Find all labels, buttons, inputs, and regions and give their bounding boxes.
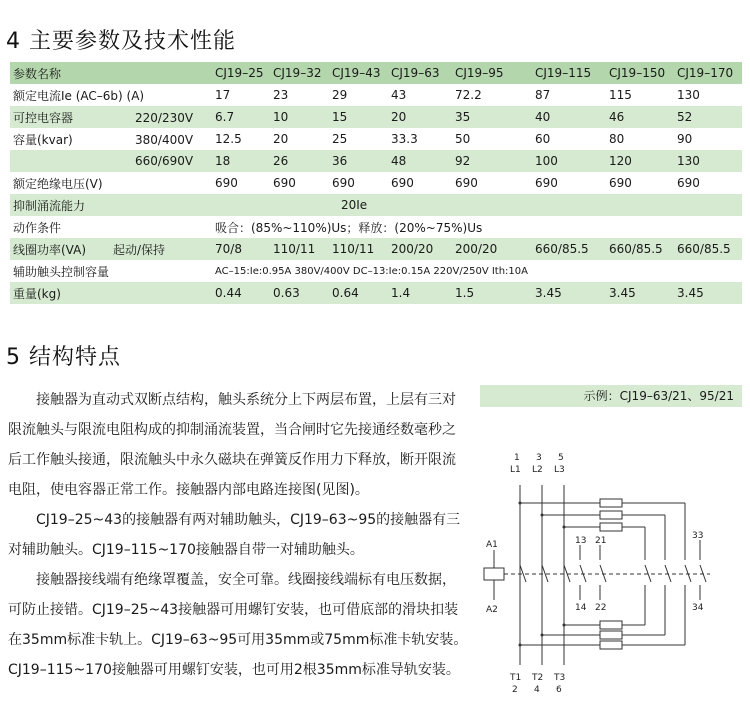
cell: 0.44	[212, 282, 270, 304]
cell	[212, 260, 742, 282]
terminal-label: 1	[514, 453, 520, 463]
header-cell: CJ19–115	[532, 62, 606, 84]
cell: 20	[273, 132, 289, 146]
cell: 46	[606, 106, 674, 128]
cell: 12.5	[215, 132, 242, 146]
cell: 33.3	[391, 132, 418, 146]
action-row	[10, 216, 742, 238]
header-cell: CJ19–170	[674, 62, 742, 84]
table-header-row	[10, 62, 742, 84]
cell: 200/20	[388, 238, 452, 260]
cell: 660/85.5	[532, 238, 606, 260]
header-cell: CJ19–43	[329, 62, 388, 84]
aux-row	[10, 260, 742, 282]
capacitor-row-380	[10, 128, 742, 150]
cell: 20	[388, 106, 452, 128]
cell: 690	[677, 176, 700, 190]
cell	[212, 194, 742, 216]
cell: 15	[329, 106, 388, 128]
cell: 110/11	[270, 238, 329, 260]
circuit-diagram	[480, 385, 742, 715]
cell: 115	[609, 88, 632, 102]
coil-label: 线圈功率(VA)	[13, 242, 87, 257]
cell: 70/8	[212, 238, 270, 260]
row-label: 额定绝缘电压(V)	[13, 176, 103, 191]
cell: 130	[677, 88, 700, 102]
terminal-label: 33	[692, 531, 704, 541]
cell: 3.45	[674, 282, 742, 304]
row-label	[10, 150, 212, 172]
cell: 18	[212, 150, 270, 172]
weight-row	[10, 282, 742, 304]
cell: 690	[455, 176, 478, 190]
terminal-label: A1	[486, 540, 498, 550]
aux-value: AC–15:Ie:0.95A 380V/400V DC–13:Ie:0.15A 220V/250V Ith:10A	[215, 265, 528, 277]
header-cell: CJ19–25	[212, 62, 270, 84]
terminal-label: 22	[595, 603, 607, 613]
terminal-label: 2	[512, 685, 518, 695]
row-label: 重量(kg)	[10, 282, 212, 304]
terminal-label: L2	[532, 465, 543, 475]
cell: 690	[332, 176, 355, 190]
cell: 6.7	[212, 106, 270, 128]
cell: 3.45	[532, 282, 606, 304]
cell: 17	[215, 88, 231, 102]
section-4-title: 4 主要参数及技术性能	[6, 29, 236, 54]
cell: 690	[273, 176, 296, 190]
terminal-label: 13	[575, 536, 587, 546]
action-value: 吸合：(85%~110%)Us；释放：(20%~75%)Us	[215, 220, 483, 235]
terminal-label: T3	[554, 673, 566, 683]
terminal-label: 34	[692, 603, 704, 613]
cell: 72.2	[455, 88, 482, 102]
cell: 660/85.5	[606, 238, 674, 260]
terminal-label: 4	[534, 685, 540, 695]
cell: 120	[606, 150, 674, 172]
terminal-label: L3	[554, 465, 565, 475]
header-cell: CJ19–95	[452, 62, 532, 84]
header-cell: CJ19–32	[270, 62, 329, 84]
terminal-label: 21	[595, 536, 607, 546]
terminal-label: A2	[486, 605, 498, 615]
terminal-label: 5	[558, 453, 564, 463]
structure-description	[8, 385, 468, 685]
cell: 23	[273, 88, 289, 102]
cell: 660/85.5	[674, 238, 742, 260]
row-label: 辅助触头控制容量	[13, 264, 110, 279]
terminal-label: T1	[510, 673, 522, 683]
cell: 52	[674, 106, 742, 128]
cell: 690	[535, 176, 558, 190]
cell: 43	[391, 88, 407, 102]
header-cell: CJ19–63	[388, 62, 452, 84]
cell: 90	[677, 132, 693, 146]
cell: 130	[674, 150, 742, 172]
cell: 1.4	[388, 282, 452, 304]
terminal-label: 6	[556, 685, 562, 695]
cell: 26	[270, 150, 329, 172]
diagram-caption: 示例：CJ19–63/21、95/21	[480, 385, 742, 407]
cell: 36	[329, 150, 388, 172]
cell: 10	[270, 106, 329, 128]
cell: 690	[391, 176, 414, 190]
row-label	[10, 128, 212, 150]
row-label: 抑制涌流能力	[10, 194, 212, 216]
cell: 87	[535, 88, 551, 102]
cell: 0.63	[270, 282, 329, 304]
cell: 29	[332, 88, 348, 102]
capacitor-label-a: 可控电容器	[13, 110, 74, 125]
coil-sub: 起动/保持	[113, 242, 166, 257]
header-cell: CJ19–150	[606, 62, 674, 84]
paragraph: 接触器为直动式双断点结构，触头系统分上下两层布置，上层有三对限流触头与限流电阻构成的抑制涌流装置，当合闸时它先接通经数毫秒之后工作触头接通，限流触头中永久磁块在弹簧反作用力下释放，断开限流电阻，使电容器正常工作。接触器内部电路连接图(见图)。	[8, 392, 456, 498]
cell: 110/11	[329, 238, 388, 260]
terminal-label: 3	[536, 453, 542, 463]
paragraph: CJ19–25~43的接触器有两对辅助触头，CJ19–63~95的接触器有三对辅助触头。CJ19–115~170接触器自带一对辅助触头。	[8, 512, 461, 558]
capacitor-row-660	[10, 150, 742, 172]
cell: 0.64	[329, 282, 388, 304]
voltage-label: 660/690V	[135, 154, 194, 168]
cell: 80	[609, 132, 625, 146]
cell	[212, 216, 742, 238]
row-label	[10, 106, 212, 128]
section-5-title: 5 结构特点	[6, 345, 121, 370]
paragraph: 接触器接线端有绝缘罩覆盖，安全可靠。线圈接线端标有电压数据，可防止接错。CJ19–25~43接触器可用螺钉安装，也可借底部的滑块扣装在35mm标准卡轨上。CJ19–63~95可用35mm或75mm标准卡轨安装。CJ19–115~170接触器可用螺钉安装，也可用2根35mm标准导轨安装。	[8, 572, 468, 678]
cell: 690	[215, 176, 238, 190]
cell: 200/20	[452, 238, 532, 260]
row-label: 动作条件	[13, 220, 62, 235]
inrush-row	[10, 194, 742, 216]
header-cell: 参数名称	[10, 62, 212, 84]
row-label	[10, 238, 212, 260]
coil-row	[10, 238, 742, 260]
cell: 35	[452, 106, 532, 128]
voltage-label: 380/400V	[135, 132, 194, 147]
cell: 92	[452, 150, 532, 172]
capacitor-row-220	[10, 106, 742, 128]
cell: 3.45	[606, 282, 674, 304]
cell: 25	[332, 132, 348, 146]
cell: 48	[388, 150, 452, 172]
voltage-label: 220/230V	[135, 110, 194, 125]
cell: 1.5	[452, 282, 532, 304]
row-label: 额定电流Ie (AC–6b) (A)	[13, 88, 145, 103]
terminal-label: 14	[575, 603, 587, 613]
cell: 690	[609, 176, 632, 190]
cell: 50	[455, 132, 471, 146]
cell: 40	[532, 106, 606, 128]
rated-current-row	[10, 84, 742, 106]
spec-table	[10, 62, 742, 304]
terminal-label: L1	[510, 465, 521, 475]
capacitor-label-b: 容量(kvar)	[13, 132, 73, 147]
insulation-row	[10, 172, 742, 194]
wiring-schematic	[480, 410, 742, 715]
terminal-label: T2	[532, 673, 544, 683]
cell: 100	[532, 150, 606, 172]
cell: 60	[535, 132, 551, 146]
inrush-value: 20Ie	[341, 198, 368, 212]
